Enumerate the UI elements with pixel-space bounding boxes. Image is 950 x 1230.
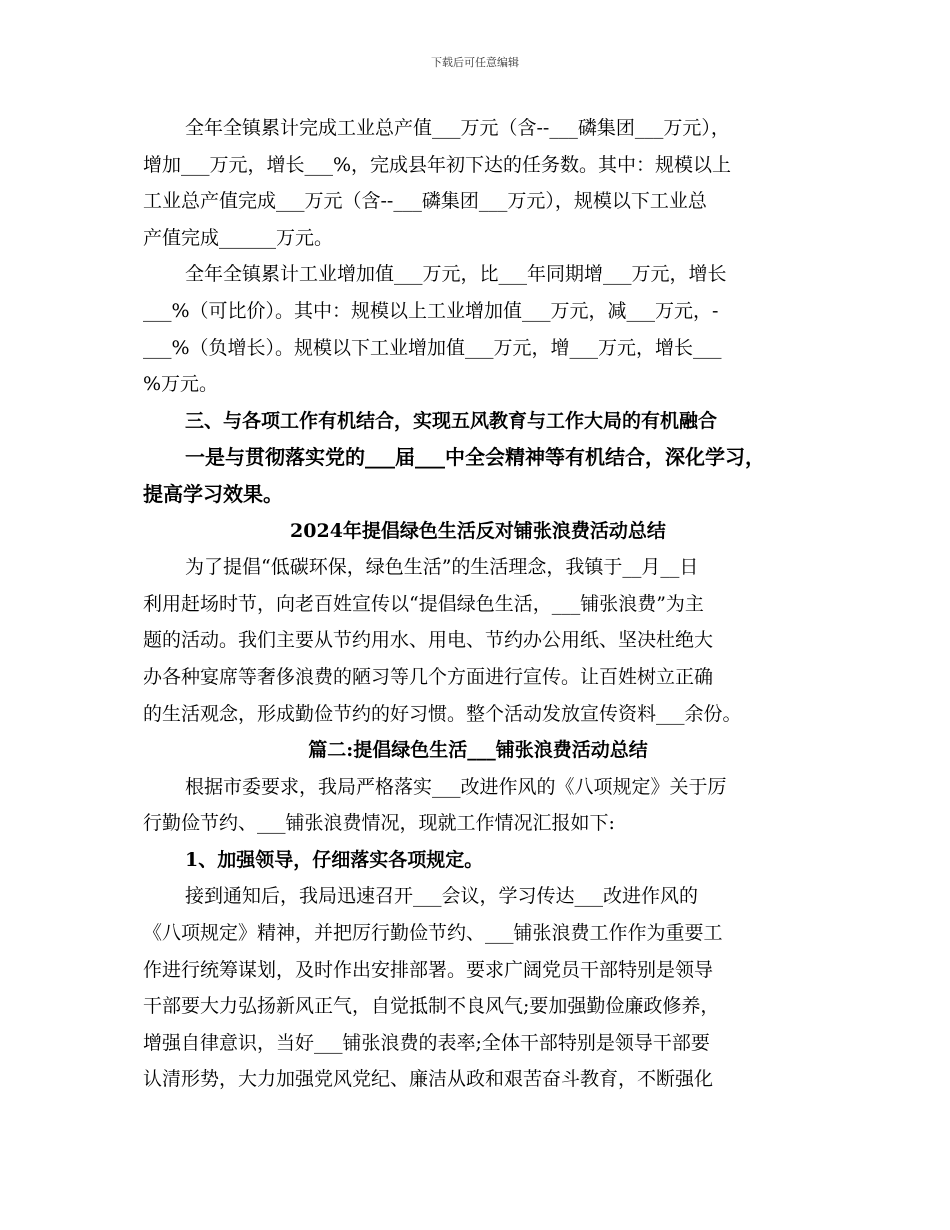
paragraph-line: 全年全镇累计工业增加值___万元，比___年同期增___万元，增长 xyxy=(185,263,727,286)
paragraph-line: 接到通知后，我局迅速召开___会议，学习传达___改进作风的 xyxy=(185,885,699,908)
paragraph-line: 办各种宴席等奢侈浪费的陋习等几个方面进行宣传。让百姓树立正确 xyxy=(143,665,714,688)
paragraph-line: %万元。 xyxy=(143,373,219,396)
paragraph-line: 全年全镇累计完成工业总产值___万元（含--___磷集团___万元）， xyxy=(185,117,730,139)
paragraph-line: 增强自律意识，当好___铺张浪费的表率;全体干部特别是领导干部要 xyxy=(143,1031,710,1054)
paragraph-line: 题的活动。我们主要从节约用水、用电、节约办公用纸、坚决杜绝大 xyxy=(143,629,714,652)
section-heading: 三、与各项工作有机结合，实现五风教育与工作大局的有机融合 xyxy=(185,409,718,432)
paragraph-line: 干部要大力弘扬新风正气，自觉抵制不良风气;要加强勤俭廉政修养， xyxy=(143,995,720,1018)
document-body xyxy=(143,110,813,1098)
paragraph-line: 产值完成______万元。 xyxy=(143,226,334,249)
paragraph-line: 利用赶场时节，向老百姓宣传以“提倡绿色生活，___铺张浪费”为主 xyxy=(143,592,704,615)
paragraph-line: 根据市委要求，我局严格落实___改进作风的《八项规定》关于厉 xyxy=(185,775,727,798)
bold-line: 提高学习效果。 xyxy=(143,481,283,506)
paragraph-line: 认清形势，大力加强党风党纪、廉洁从政和艰苦奋斗教育，不断强化 xyxy=(143,1068,714,1091)
paragraph-line: ___%（可比价）。其中：规模以上工业增加值___万元，减___万元，- xyxy=(143,299,719,322)
paragraph-line: ___%（负增长）。规模以下工业增加值___万元，增___万元，增长___ xyxy=(143,336,722,359)
paragraph-line: 为了提倡“低碳环保，绿色生活”的生活理念，我镇于__月__日 xyxy=(185,556,699,579)
paragraph-line: 工业总产值完成___万元（含--___磷集团___万元），规模以下工业总 xyxy=(143,190,707,213)
article-title: 篇二:提倡绿色生活___铺张浪费活动总结 xyxy=(308,739,648,762)
paragraph-line: 作进行统筹谋划，及时作出安排部署。要求广阔党员干部特别是领导 xyxy=(143,958,714,981)
article-title: 2024年提倡绿色生活反对铺张浪费活动总结 xyxy=(290,519,666,542)
paragraph-line: 的生活观念，形成勤俭节约的好习惯。整个活动发放宣传资料___余份。 xyxy=(143,702,742,725)
header-note: 下载后可任意编辑 xyxy=(431,56,519,69)
paragraph-line: 行勤俭节约、___铺张浪费情况，现就工作情况汇报如下: xyxy=(143,812,615,835)
paragraph-line: 《八项规定》精神，并把厉行勤俭节约、___铺张浪费工作作为重要工 xyxy=(143,922,723,945)
section-heading: 1、加强领导，仔细落实各项规定。 xyxy=(185,848,484,871)
bold-line: 一是与贯彻落实党的___届___中全会精神等有机结合，深化学习， xyxy=(185,445,765,470)
paragraph-line: 增加___万元，增长___%，完成县年初下达的任务数。其中：规模以上 xyxy=(143,153,732,176)
